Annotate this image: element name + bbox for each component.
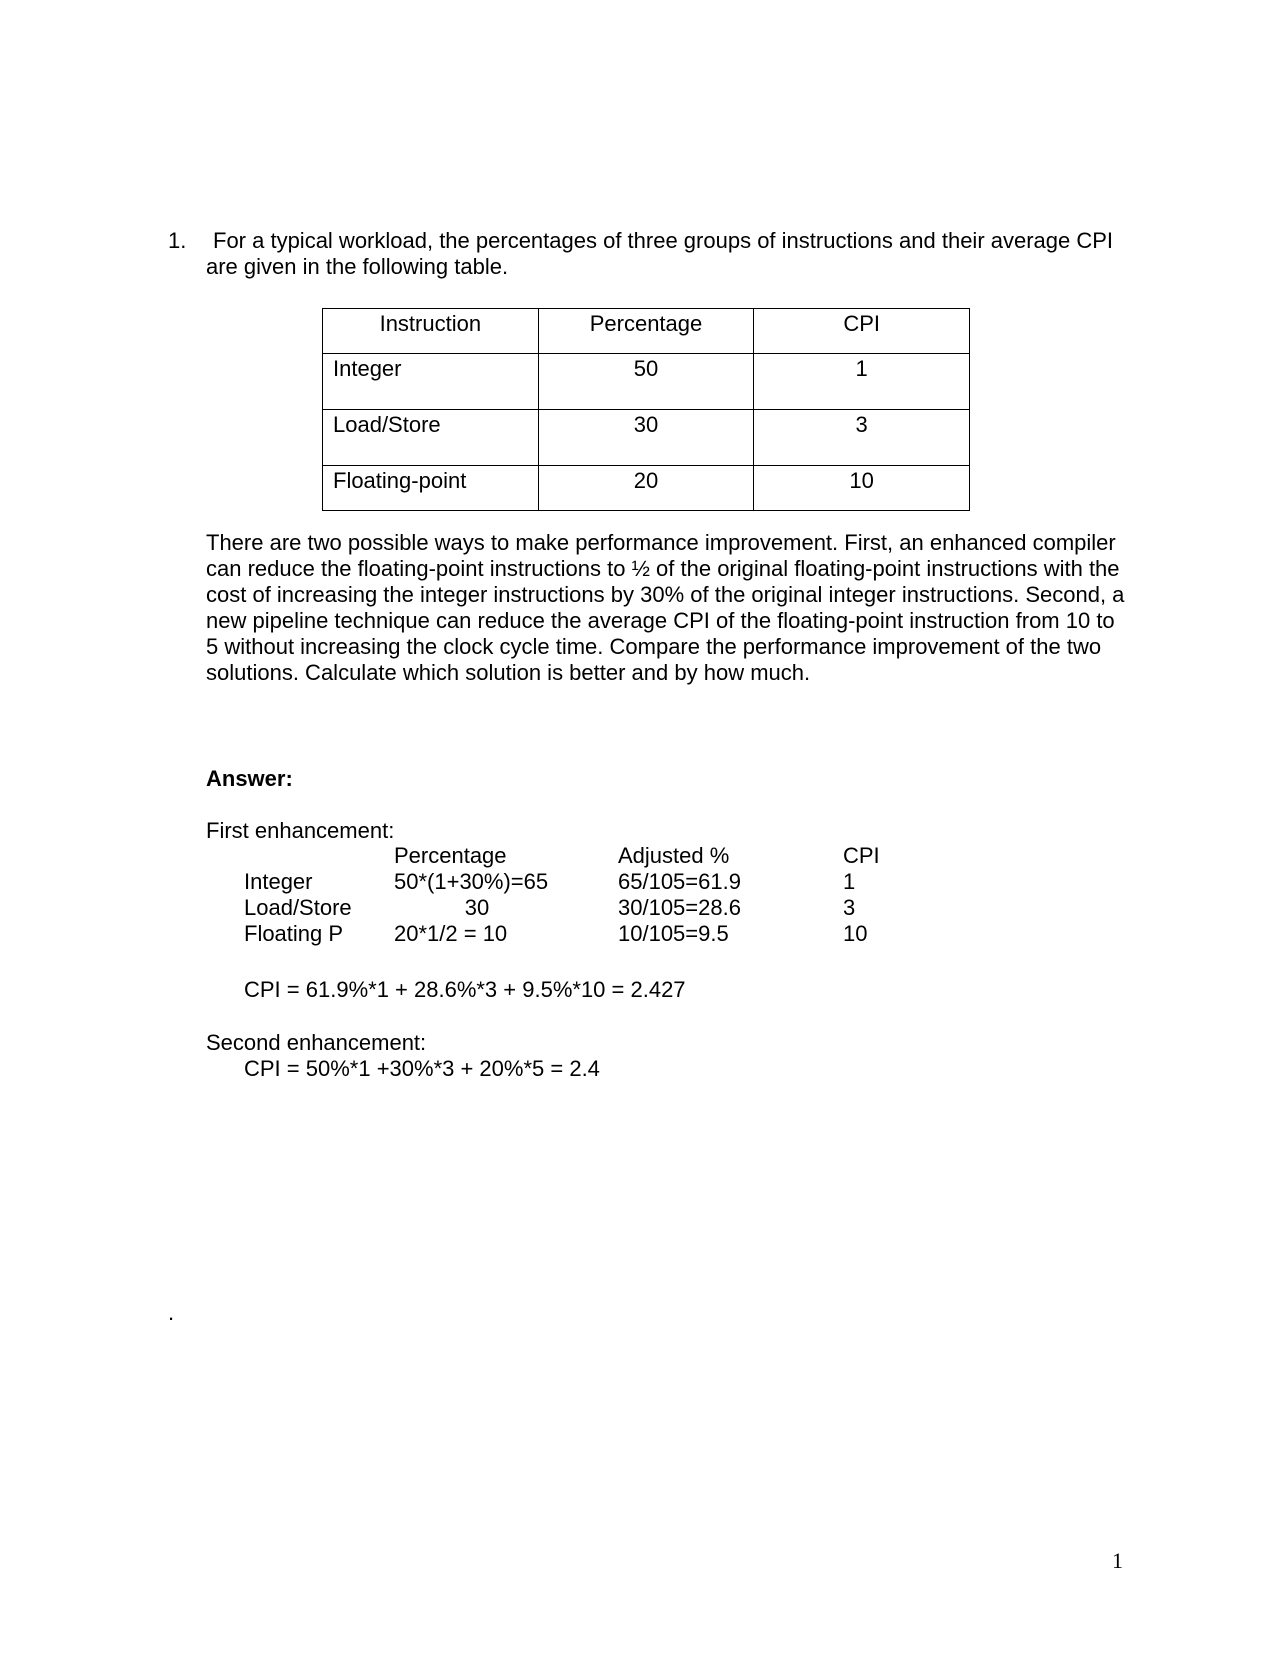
table-row [323, 410, 970, 466]
calc-row [0, 921, 1280, 947]
header-cpi: CPI [754, 309, 970, 354]
calc-percentage: 50*(1+30%)=65 [394, 869, 549, 894]
calc-percentage: 30 [464, 895, 490, 920]
calc-adjusted: 30/105=28.6 [618, 895, 741, 920]
problem-paragraph: There are two possible ways to make performance improvement. First, an enhanced compiler can reduce the floating-point instructions to ½ of the original floating-point instructions with the cost of increasing the integer instructions by 30% of the original integer instructions. Second, a new pipeline technique can reduce the average CPI of the floating-point instruction from 10 to 5 without increasing the clock cycle time. Compare the performance improvement of the two solutions. Calculate which solution is better and by how much. [206, 530, 1125, 685]
cell-cpi: 10 [754, 466, 970, 511]
calc-adjusted: 10/105=9.5 [618, 921, 729, 946]
calc-instruction: Load/Store [244, 895, 352, 920]
calc-instruction: Floating P [244, 921, 344, 946]
calc-cpi: 3 [843, 895, 856, 920]
cell-instruction: Floating-point [323, 466, 539, 511]
calc-header-cpi: CPI [843, 843, 880, 868]
header-percentage: Percentage [538, 309, 754, 354]
second-enhancement-cpi: CPI = 50%*1 +30%*3 + 20%*5 = 2.4 [244, 1056, 600, 1081]
calc-cpi: 10 [843, 921, 868, 946]
cell-percentage: 30 [538, 410, 754, 466]
calc-percentage: 20*1/2 = 10 [394, 921, 508, 946]
given-table [322, 308, 970, 511]
calc-row [0, 895, 1280, 921]
calc-cpi: 1 [843, 869, 856, 894]
cell-percentage: 50 [538, 354, 754, 410]
question-number: 1. [168, 228, 187, 253]
stray-mark: . [168, 1300, 175, 1325]
table-header-row [323, 309, 970, 354]
question-text: For a typical workload, the percentages of three groups of instructions and their average CPI are given in the following table. [206, 228, 1114, 279]
calc-instruction: Integer [244, 869, 313, 894]
cell-percentage: 20 [538, 466, 754, 511]
second-enhancement-heading: Second enhancement: [206, 1030, 427, 1055]
calc-adjusted: 65/105=61.9 [618, 869, 741, 894]
calc-row [0, 869, 1280, 895]
calc-header-adjusted: Adjusted % [618, 843, 730, 868]
first-enhancement-table [0, 843, 1280, 947]
calc-header-percentage: Percentage [394, 843, 507, 868]
header-instruction: Instruction [323, 309, 539, 354]
first-enhancement-heading: First enhancement: [206, 818, 395, 843]
page-number: 1 [1112, 1548, 1123, 1573]
cell-instruction: Load/Store [323, 410, 539, 466]
table-row [323, 354, 970, 410]
cell-cpi: 3 [754, 410, 970, 466]
first-enhancement-cpi: CPI = 61.9%*1 + 28.6%*3 + 9.5%*10 = 2.427 [244, 977, 686, 1002]
answer-heading: Answer: [206, 766, 293, 791]
table-row [323, 466, 970, 511]
calc-header-row [0, 843, 1280, 869]
cell-cpi: 1 [754, 354, 970, 410]
cell-instruction: Integer [323, 354, 539, 410]
